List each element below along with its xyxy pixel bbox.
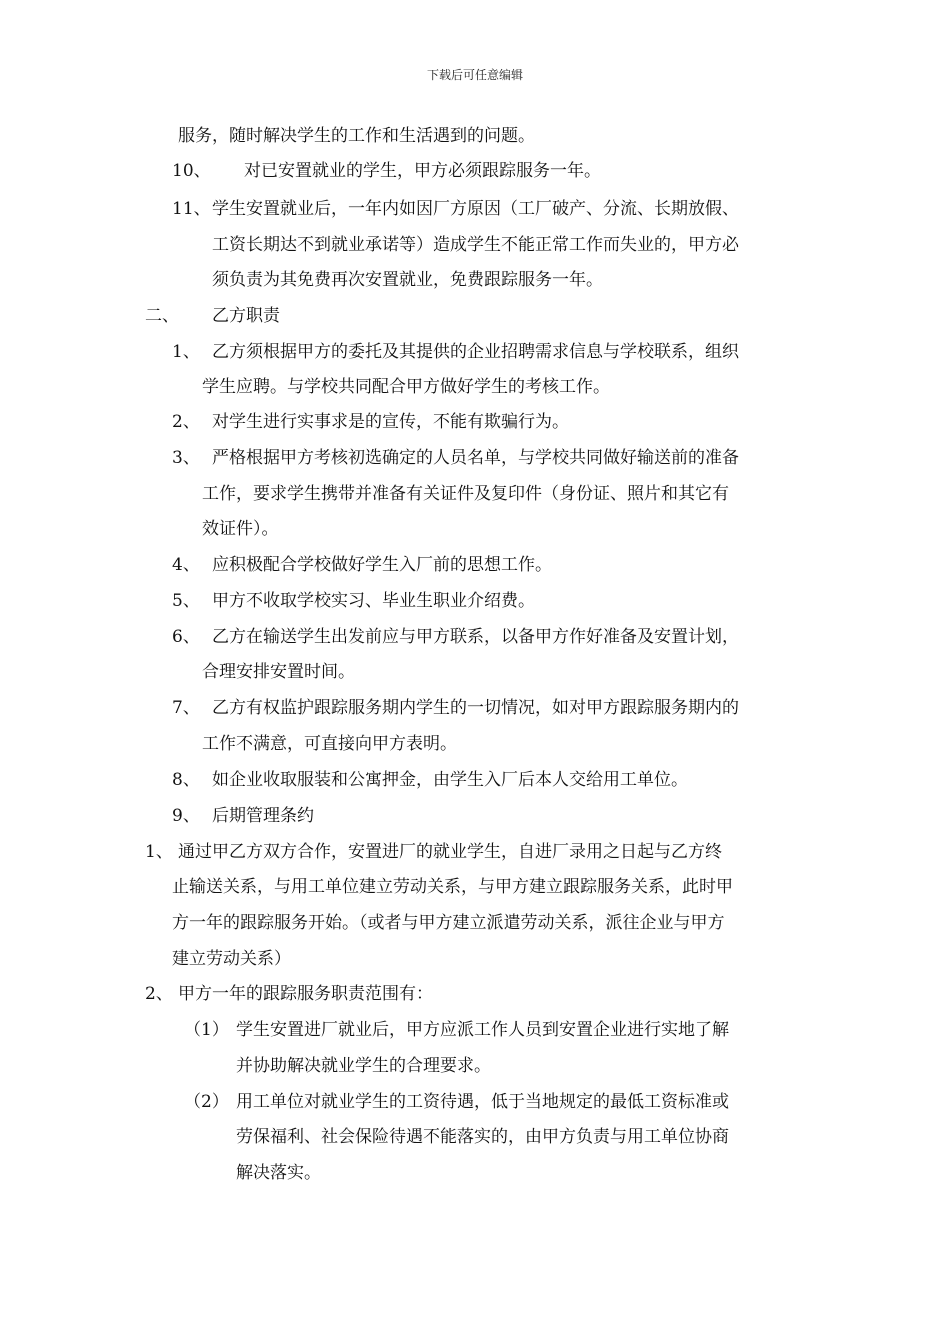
clause-text: 乙方在输送学生出发前应与甲方联系，以备甲方作好准备及安置计划， [212, 627, 739, 647]
clause-number: 5、 [172, 591, 200, 611]
clause-text: 对已安置就业的学生，甲方必须跟踪服务一年。 [244, 161, 601, 181]
clause-text: 如企业收取服装和公寓押金，由学生入厂后本人交给用工单位。 [212, 770, 688, 790]
clause-text: 效证件）。 [202, 519, 279, 539]
section-number: 二、 [145, 306, 179, 326]
clause-text: 合理安排安置时间。 [202, 662, 355, 682]
clause-text: 严格根据甲方考核初选确定的人员名单，与学校共同做好输送前的准备 [212, 448, 739, 468]
clause-text: 甲方一年的跟踪服务职责范围有： [178, 984, 433, 1004]
clause-text: 建立劳动关系） [172, 949, 291, 969]
clause-number: 9、 [172, 806, 200, 826]
clause-text: 学生应聘。与学校共同配合甲方做好学生的考核工作。 [202, 377, 610, 397]
clause-text: 甲方不收取学校实习、毕业生职业介绍费。 [212, 591, 535, 611]
clause-text: 解决落实。 [236, 1163, 321, 1183]
clause-text: 用工单位对就业学生的工资待遇，低于当地规定的最低工资标准或 [236, 1092, 729, 1112]
clause-text: 乙方须根据甲方的委托及其提供的企业招聘需求信息与学校联系，组织 [212, 342, 739, 362]
clause-title: 后期管理条约 [212, 806, 314, 826]
section-title: 乙方职责 [212, 306, 280, 326]
clause-text: 对学生进行实事求是的宣传，不能有欺骗行为。 [212, 412, 569, 432]
page-header: 下载后可任意编辑 [426, 68, 523, 82]
clause-number: 10、 [172, 161, 211, 181]
clause-text: 应积极配合学校做好学生入厂前的思想工作。 [212, 555, 552, 575]
clause-number: 11、 [172, 199, 211, 219]
clause-number: （2） [184, 1092, 229, 1112]
clause-text: 通过甲乙方双方合作，安置进厂的就业学生，自进厂录用之日起与乙方终 [178, 842, 722, 862]
clause-number: 3、 [172, 448, 200, 468]
clause-number: 2、 [172, 412, 200, 432]
clause-text: 学生安置就业后，一年内如因厂方原因（工厂破产、分流、长期放假、 [212, 199, 739, 219]
clause-text: 工作，要求学生携带并准备有关证件及复印件（身份证、照片和其它有 [202, 484, 729, 504]
clause-text: 劳保福利、社会保险待遇不能落实的，由甲方负责与用工单位协商 [236, 1127, 729, 1147]
clause-number: 6、 [172, 627, 200, 647]
clause-number: （1） [184, 1020, 229, 1040]
clause-text: 并协助解决就业学生的合理要求。 [236, 1056, 491, 1076]
clause-text: 方一年的跟踪服务开始。（或者与甲方建立派遣劳动关系，派往企业与甲方 [172, 913, 725, 933]
clause-text: 工作不满意，可直接向甲方表明。 [202, 734, 457, 754]
clause-text: 工资长期达不到就业承诺等）造成学生不能正常工作而失业的，甲方必 [212, 235, 739, 255]
clause-number: 1、 [145, 842, 173, 862]
clause-text: 学生安置进厂就业后，甲方应派工作人员到安置企业进行实地了解 [236, 1020, 729, 1040]
clause-number: 8、 [172, 770, 200, 790]
clause-number: 1、 [172, 342, 200, 362]
clause-text: 止输送关系，与用工单位建立劳动关系，与甲方建立跟踪服务关系，此时甲 [172, 877, 733, 897]
clause-number: 4、 [172, 555, 200, 575]
clause-text: 服务，随时解决学生的工作和生活遇到的问题。 [178, 126, 535, 146]
clause-text: 乙方有权监护跟踪服务期内学生的一切情况，如对甲方跟踪服务期内的 [212, 698, 739, 718]
clause-text: 须负责为其免费再次安置就业，免费跟踪服务一年。 [212, 270, 603, 290]
clause-number: 2、 [145, 984, 173, 1004]
clause-number: 7、 [172, 698, 200, 718]
